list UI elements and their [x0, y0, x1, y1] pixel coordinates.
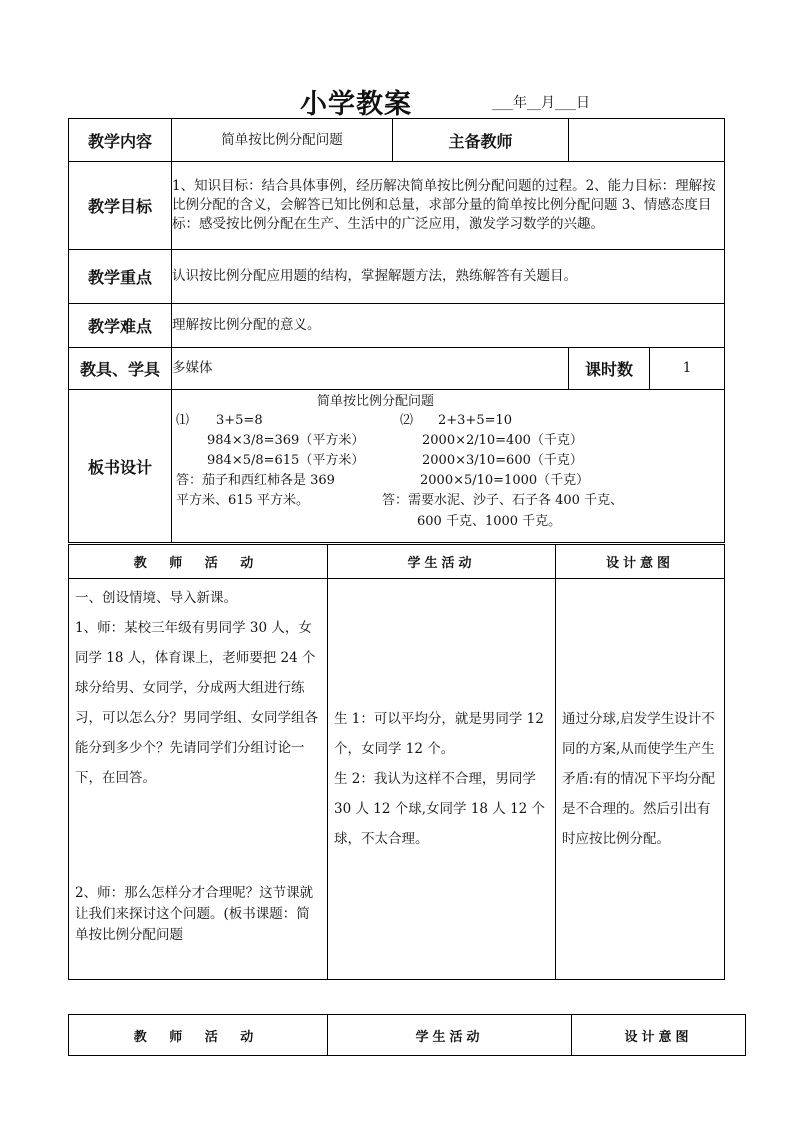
- board-title: 简单按比例分配问题: [317, 394, 435, 409]
- student-activity-header: 学生活动: [328, 545, 556, 579]
- board-line-6: 600 千克、1000 千克。: [417, 514, 562, 529]
- teacher-activity-cell: [69, 579, 328, 980]
- board-line-3a: 984×5/8=615（平方米）: [207, 453, 365, 468]
- teacher-activity-header-2: 教 师 活 动: [69, 1015, 328, 1056]
- board-line-4b: 2000×5/10=1000（千克）: [420, 473, 590, 488]
- activities-table: [68, 544, 725, 980]
- board-line-2a: 984×3/8=369（平方米）: [207, 433, 365, 448]
- student-activity-cell: [328, 579, 556, 980]
- goal-row: [69, 162, 725, 250]
- board-num-1: ⑴: [176, 413, 190, 428]
- intent-cell: [556, 579, 725, 980]
- tools-label: 教具、学具: [69, 348, 172, 390]
- board-line-3b: 2000×3/10=600（千克）: [422, 453, 583, 468]
- activities-body-row: [69, 579, 725, 980]
- teacher-step-intro: 一、创设情境、导入新课。: [75, 590, 237, 606]
- student-answer-2: 生 2：我认为这样不合理，男同学 30 人 12 个球,女同学 18 人 12 个球，不太合理。: [334, 771, 546, 847]
- board-label: 板书设计: [69, 390, 172, 543]
- teacher-gap: [75, 793, 321, 883]
- board-num-2: ⑵: [400, 413, 414, 428]
- activities-header-row-2: [69, 1015, 746, 1056]
- difficulty-row: [69, 304, 725, 348]
- board-line-1b: 2+3+5=10: [438, 413, 513, 428]
- tools-text: 多媒体: [172, 348, 569, 390]
- activities-header-row: [69, 545, 725, 579]
- board-row: [69, 390, 725, 543]
- difficulty-label: 教学难点: [69, 304, 172, 348]
- teacher-step-2: 2、师：那么怎样分才合理呢？这节课就让我们来探讨这个问题。(板书课题：简单按比例分配问题: [75, 885, 314, 943]
- info-table: [68, 118, 725, 543]
- teacher-label: 主备教师: [393, 119, 569, 162]
- board-line-5a: 平方米、615 平方米。: [176, 493, 309, 508]
- date-line: ___年__月___日: [492, 95, 590, 111]
- content-row: [69, 119, 725, 162]
- title-row: [0, 82, 794, 122]
- key-row: [69, 250, 725, 304]
- teacher-value: [569, 119, 725, 162]
- goal-label: 教学目标: [69, 162, 172, 250]
- activities-header-table-2: [68, 1014, 746, 1056]
- student-activity-header-2: 学生活动: [328, 1015, 572, 1056]
- goal-text: 1、知识目标：结合具体事例，经历解决简单按比例分配问题的过程。2、能力目标：理解按比例分配的含义，会解答已知比例和总量，求部分量的简单按比例分配问题 3、情感态度目标：感受按比例分配在生产、生活中的广泛应用，激发学习数学的兴趣。: [172, 162, 725, 250]
- tools-row: [69, 348, 725, 390]
- intent-text: 通过分球,启发学生设计不同的方案,从而使学生产生矛盾:有的情况下平均分配是不合理的。然后引出有时应按比例分配。: [562, 711, 716, 847]
- board-line-1a: 3+5=8: [216, 413, 263, 428]
- board-content: [172, 390, 725, 543]
- page-title: 小学教案: [300, 89, 412, 120]
- board-line-5b: 答：需要水泥、沙子、石子各 400 千克、: [382, 493, 624, 508]
- hours-label: 课时数: [569, 348, 650, 390]
- content-label: 教学内容: [69, 119, 172, 162]
- board-line-4a: 答：茄子和西红柿各是 369: [176, 473, 335, 488]
- intent-header-2: 设计意图: [572, 1015, 746, 1056]
- key-text: 认识按比例分配应用题的结构，掌握解题方法，熟练解答有关题目。: [172, 250, 725, 304]
- hours-value: 1: [650, 348, 725, 390]
- content-value: 简单按比例分配问题: [172, 119, 393, 162]
- difficulty-text: 理解按比例分配的意义。: [172, 304, 725, 348]
- student-answer-1: 生 1：可以平均分，就是男同学 12 个，女同学 12 个。: [334, 711, 544, 757]
- teacher-activity-header: 教 师 活 动: [69, 545, 328, 579]
- teacher-step-1: 1、师：某校三年级有男同学 30 人，女同学 18 人，体育课上，老师要把 24 个球分给男、女同学，分成两大组进行练习，可以怎么分？男同学组、女同学组各能分到多少个？先请同学们分组讨论一下，在回答。: [75, 620, 318, 786]
- key-label: 教学重点: [69, 250, 172, 304]
- board-line-2b: 2000×2/10=400（千克）: [422, 433, 583, 448]
- intent-header: 设计意图: [556, 545, 725, 579]
